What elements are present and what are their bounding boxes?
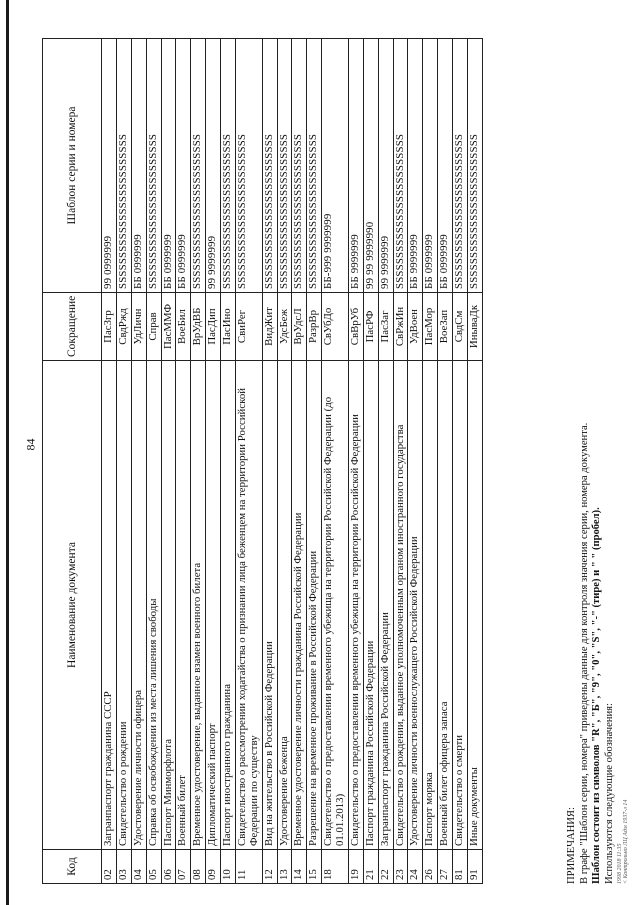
cell-abbr: РазрВр — [307, 293, 322, 361]
cell-template: SSSSSSSSSSSSSSSSSSSSSSSSS — [467, 39, 482, 293]
cell-name: Военный билет офицера запаса — [438, 361, 453, 850]
cell-name: Загранпаспорт гражданина Российской Федерации — [378, 361, 393, 850]
cell-template: ББ 0999999 — [176, 39, 191, 293]
cell-code: 81 — [453, 850, 468, 884]
cell-code: 14 — [292, 850, 307, 884]
table-row — [262, 39, 277, 884]
cell-code: 02 — [102, 850, 117, 884]
notes-title: ПРИМЕЧАНИЯ: — [566, 807, 577, 884]
cell-abbr: ИнываДк — [467, 293, 482, 361]
table-row — [131, 39, 146, 884]
document-codes-table — [42, 38, 483, 884]
table-row — [102, 39, 117, 884]
table-row — [322, 39, 349, 884]
table-row — [393, 39, 408, 884]
cell-code: 18 — [322, 850, 349, 884]
cell-template: ББ 9999999 — [348, 39, 363, 293]
cell-template: ББ 0999999 — [161, 39, 176, 293]
cell-name: Свидетельство о рассмотрении ходатайства о признании лица беженцем на территории Российской Федерации по существу — [235, 361, 262, 850]
cell-name: Загранпаспорт гражданина СССР — [102, 361, 117, 850]
header-abbr: Сокращение — [43, 293, 102, 361]
cell-name: Паспорт гражданина Российской Федерации — [363, 361, 378, 850]
cell-code: 19 — [348, 850, 363, 884]
cell-template: ББ 0999999 — [438, 39, 453, 293]
notes — [566, 39, 630, 884]
cell-template: ББ 0999999 — [423, 39, 438, 293]
cell-code: 21 — [363, 850, 378, 884]
table-row — [235, 39, 262, 884]
cell-abbr: СвдСм — [453, 293, 468, 361]
table-row — [348, 39, 363, 884]
table-row — [116, 39, 131, 884]
cell-code: 06 — [161, 850, 176, 884]
cell-code: 11 — [235, 850, 262, 884]
cell-template: SSSSSSSSSSSSSSSSSSSSSSSSS — [307, 39, 322, 293]
cell-name: Паспорт иностранного гражданина — [221, 361, 236, 850]
cell-template: ББ-999 9999999 — [322, 39, 349, 293]
cell-abbr: ПасРФ — [363, 293, 378, 361]
cell-abbr: УдВоен — [408, 293, 423, 361]
cell-name: Удостоверение личности военнослужащего Российской Федерации — [408, 361, 423, 850]
cell-abbr: СвдРжд — [116, 293, 131, 361]
cell-template: ББ 0999999 — [131, 39, 146, 293]
table-row — [438, 39, 453, 884]
cell-name: Паспорт моряка — [423, 361, 438, 850]
cell-abbr: СвиРег — [235, 293, 262, 361]
cell-code: 10 — [221, 850, 236, 884]
cell-template: SSSSSSSSSSSSSSSSSSSSSSSSS — [277, 39, 292, 293]
cell-code: 08 — [191, 850, 206, 884]
cell-abbr: ПасЗаг — [378, 293, 393, 361]
cell-template: SSSSSSSSSSSSSSSSSSSSSSSSS — [453, 39, 468, 293]
cell-name: Удостоверение личности офицера — [131, 361, 146, 850]
cell-name: Военный билет — [176, 361, 191, 850]
table-header-row — [43, 39, 102, 884]
cell-template: SSSSSSSSSSSSSSSSSSSSSSSSS — [262, 39, 277, 293]
cell-abbr: ВрУдсЛ — [292, 293, 307, 361]
notes-line-2: Шаблон состоит из символов "R", "Б", "9", "0", "S", "-" (тире) и " " (пробел). — [591, 507, 603, 884]
cell-abbr: ВрУдВБ — [191, 293, 206, 361]
cell-code: 07 — [176, 850, 191, 884]
cell-abbr: СвРжИн — [393, 293, 408, 361]
cell-name: Свидетельство о рождении, выданное уполномоченным органом иностранного государства — [393, 361, 408, 850]
cell-name: Удостоверение беженца — [277, 361, 292, 850]
cell-template: SSSSSSSSSSSSSSSSSSSSSSSSS — [235, 39, 262, 293]
table-row — [423, 39, 438, 884]
cell-code: 91 — [467, 850, 482, 884]
cell-abbr: ВоеЗап — [438, 293, 453, 361]
table-row — [277, 39, 292, 884]
table-body — [102, 39, 483, 884]
cell-name: Справка об освобождении из места лишения свободы — [146, 361, 161, 850]
cell-code: 15 — [307, 850, 322, 884]
table-row — [453, 39, 468, 884]
cell-code: 26 — [423, 850, 438, 884]
stamp-line-2: < Контрольно ЛЦ Адм 1937-л 14 — [623, 799, 630, 884]
cell-name: Паспорт Минморфлота — [161, 361, 176, 850]
cell-abbr: УдсБеж — [277, 293, 292, 361]
cell-template: SSSSSSSSSSSSSSSSSSSSSSSSS — [146, 39, 161, 293]
cell-abbr: Справ — [146, 293, 161, 361]
cell-name: Дипломатический паспорт — [206, 361, 221, 850]
cell-template: SSSSSSSSSSSSSSSSSSSSSSSSS — [292, 39, 307, 293]
table-row — [221, 39, 236, 884]
cell-name: Свидетельство о предоставлении временного убежища на территории Российской Федерации — [348, 361, 363, 850]
cell-abbr: ПасЗгр — [102, 293, 117, 361]
cell-template: 99 0999999 — [102, 39, 117, 293]
cell-code: 23 — [393, 850, 408, 884]
table-row — [206, 39, 221, 884]
cell-name: Иные документы — [467, 361, 482, 850]
cell-name: Свидетельство о предоставлении временного убежища на территории Российской Федерации (до 01.01.2013) — [322, 361, 349, 850]
table-row — [307, 39, 322, 884]
cell-name: Свидетельство о рождении — [116, 361, 131, 850]
notes-line-3: Используются следующие обозначения: — [604, 703, 616, 884]
cell-name: Свидетельство о смерти — [453, 361, 468, 850]
cell-template: ББ 9999999 — [408, 39, 423, 293]
cell-name: Вид на жительство в Российской Федерации — [262, 361, 277, 850]
cell-code: 04 — [131, 850, 146, 884]
cell-abbr: ВидЖит — [262, 293, 277, 361]
table-row — [467, 39, 482, 884]
header-template: Шаблон серии и номера — [43, 39, 102, 293]
cell-abbr: СвУбДо — [322, 293, 349, 361]
table-row — [191, 39, 206, 884]
cell-template: 99 9999999 — [378, 39, 393, 293]
rotated-document — [42, 39, 630, 884]
cell-code: 24 — [408, 850, 423, 884]
page-number: 84 — [23, 438, 38, 451]
cell-name: Разрешение на временное проживание в Российской Федерации — [307, 361, 322, 850]
cell-code: 12 — [262, 850, 277, 884]
table-row — [378, 39, 393, 884]
cell-code: 27 — [438, 850, 453, 884]
header-code: Код — [43, 850, 102, 884]
cell-template: SSSSSSSSSSSSSSSSSSSSSSSSS — [221, 39, 236, 293]
cell-abbr: ПасДип — [206, 293, 221, 361]
stamp-line-1: 1998 2018 11:35 — [616, 843, 623, 884]
cell-template: SSSSSSSSSSSSSSSSSSSSSSSSS — [116, 39, 131, 293]
table-row — [146, 39, 161, 884]
table-row — [292, 39, 307, 884]
cell-code: 09 — [206, 850, 221, 884]
cell-name: Временное удостоверение личности гражданина Российской Федерации — [292, 361, 307, 850]
cell-code: 03 — [116, 850, 131, 884]
header-name: Наименование документа — [43, 361, 102, 850]
table-row — [176, 39, 191, 884]
table-row — [363, 39, 378, 884]
cell-name: Временное удостоверение, выданное взамен военного билета — [191, 361, 206, 850]
cell-template: 99 99 9999990 — [363, 39, 378, 293]
cell-abbr: ПасИно — [221, 293, 236, 361]
cell-abbr: ПасМор — [423, 293, 438, 361]
table-row — [161, 39, 176, 884]
cell-template: 99 9999999 — [206, 39, 221, 293]
cell-abbr: ВоеБил — [176, 293, 191, 361]
notes-line-1: В графе "Шаблон серии, номера" приведены данные для контроля значения серии, номера документа. — [578, 422, 590, 884]
page-edge — [6, 0, 9, 905]
cell-abbr: УдЛичн — [131, 293, 146, 361]
table-row — [408, 39, 423, 884]
cell-code: 05 — [146, 850, 161, 884]
cell-code: 22 — [378, 850, 393, 884]
cell-abbr: ПасММФ — [161, 293, 176, 361]
cell-code: 13 — [277, 850, 292, 884]
cell-template: SSSSSSSSSSSSSSSSSSSSSSSSS — [393, 39, 408, 293]
cell-template: SSSSSSSSSSSSSSSSSSSSSSSSS — [191, 39, 206, 293]
cell-abbr: СвВрУб — [348, 293, 363, 361]
